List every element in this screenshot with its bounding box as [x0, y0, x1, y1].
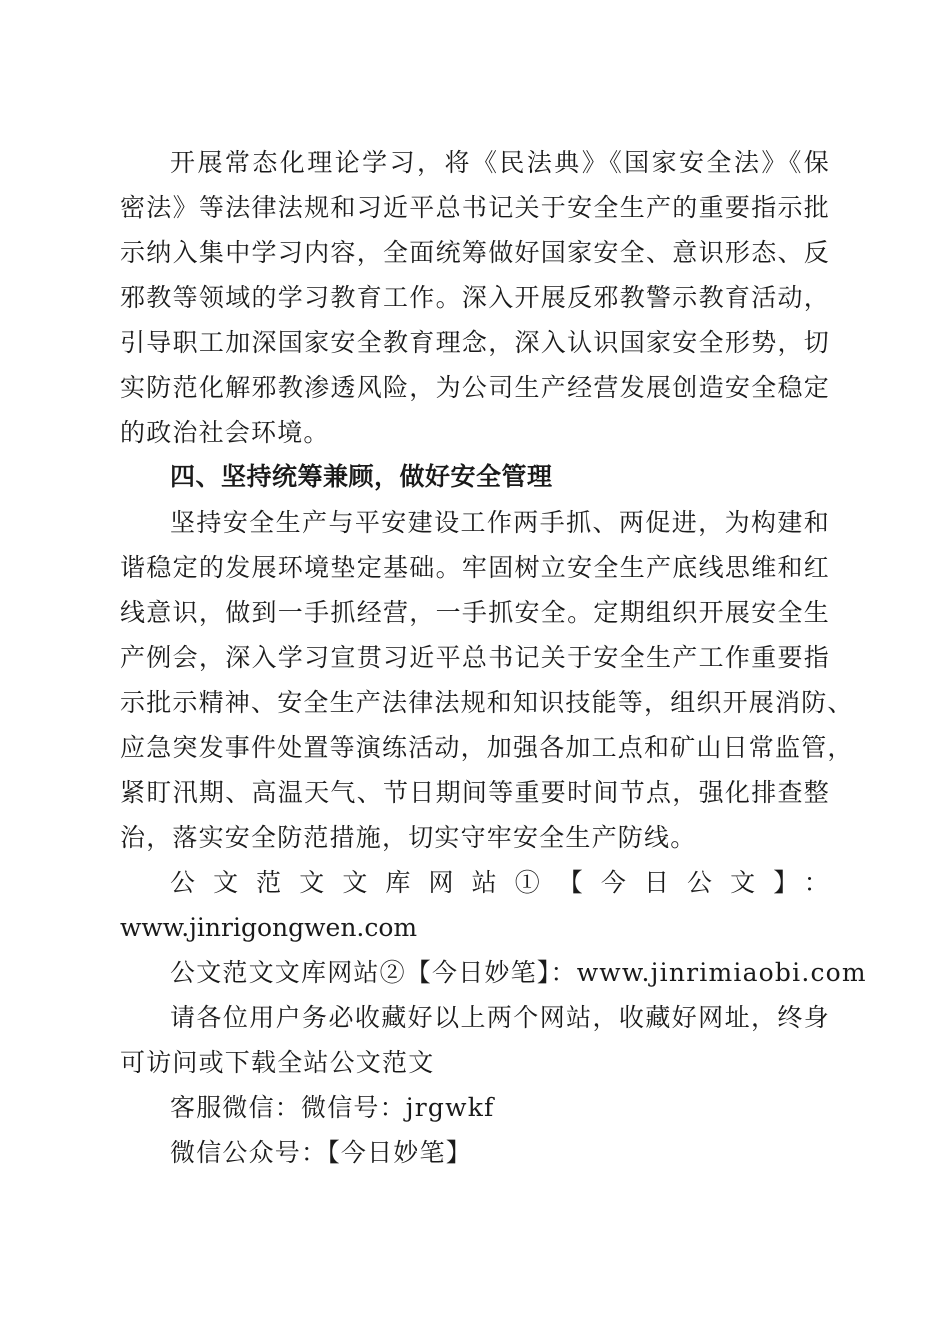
section-4-line-3: 线意识，做到一手抓经营，一手抓安全。定期组织开展安全生	[120, 598, 830, 627]
site-1-label: 公文范文文库网站①【今日公文】：	[170, 868, 830, 897]
section-4-line-8: 治，落实安全防范措施，切实守牢安全生产防线。	[120, 823, 697, 852]
section-4-heading: 四、坚持统筹兼顾，做好安全管理	[170, 462, 553, 491]
site-1-url[interactable]: www.jinrigongwen.com	[120, 913, 418, 942]
official-account-line: 微信公众号：【今日妙笔】	[170, 1138, 472, 1167]
paragraph-1-line-5: 引导职工加深国家安全教育理念，深入认识国家安全形势，切	[120, 328, 830, 357]
section-4-line-2: 谐稳定的发展环境垫定基础。牢固树立安全生产底线思维和红	[120, 553, 830, 582]
section-4-line-4: 产例会，深入学习宣贯习近平总书记关于安全生产工作重要指	[120, 643, 830, 672]
paragraph-1-line-3: 示纳入集中学习内容，全面统筹做好国家安全、意识形态、反	[120, 238, 830, 267]
paragraph-1-line-1: 开展常态化理论学习，将《民法典》《国家安全法》《保	[170, 148, 830, 177]
site-2-line[interactable]: 公文范文文库网站②【今日妙笔】：www.jinrimiaobi.com	[170, 958, 867, 987]
section-4-line-7: 紧盯汛期、高温天气、节日期间等重要时间节点，强化排查整	[120, 778, 830, 807]
section-4-line-6: 应急突发事件处置等演练活动，加强各加工点和矿山日常监管，	[120, 733, 854, 762]
notice-line-2: 可访问或下载全站公文范文	[120, 1048, 435, 1077]
paragraph-1-line-7: 的政治社会环境。	[120, 418, 330, 447]
paragraph-1-line-2: 密法》等法律法规和习近平总书记关于安全生产的重要指示批	[120, 193, 830, 222]
notice-line-1: 请各位用户务必收藏好以上两个网站，收藏好网址，终身	[170, 1003, 830, 1032]
customer-service-line: 客服微信：微信号：jrgwkf	[170, 1093, 495, 1122]
paragraph-1-line-6: 实防范化解邪教渗透风险，为公司生产经营发展创造安全稳定	[120, 373, 830, 402]
paragraph-1-line-4: 邪教等领域的学习教育工作。深入开展反邪教警示教育活动，	[120, 283, 830, 312]
section-4-line-1: 坚持安全生产与平安建设工作两手抓、两促进，为构建和	[170, 508, 830, 537]
section-4-line-5: 示批示精神、安全生产法律法规和知识技能等，组织开展消防、	[120, 688, 854, 717]
